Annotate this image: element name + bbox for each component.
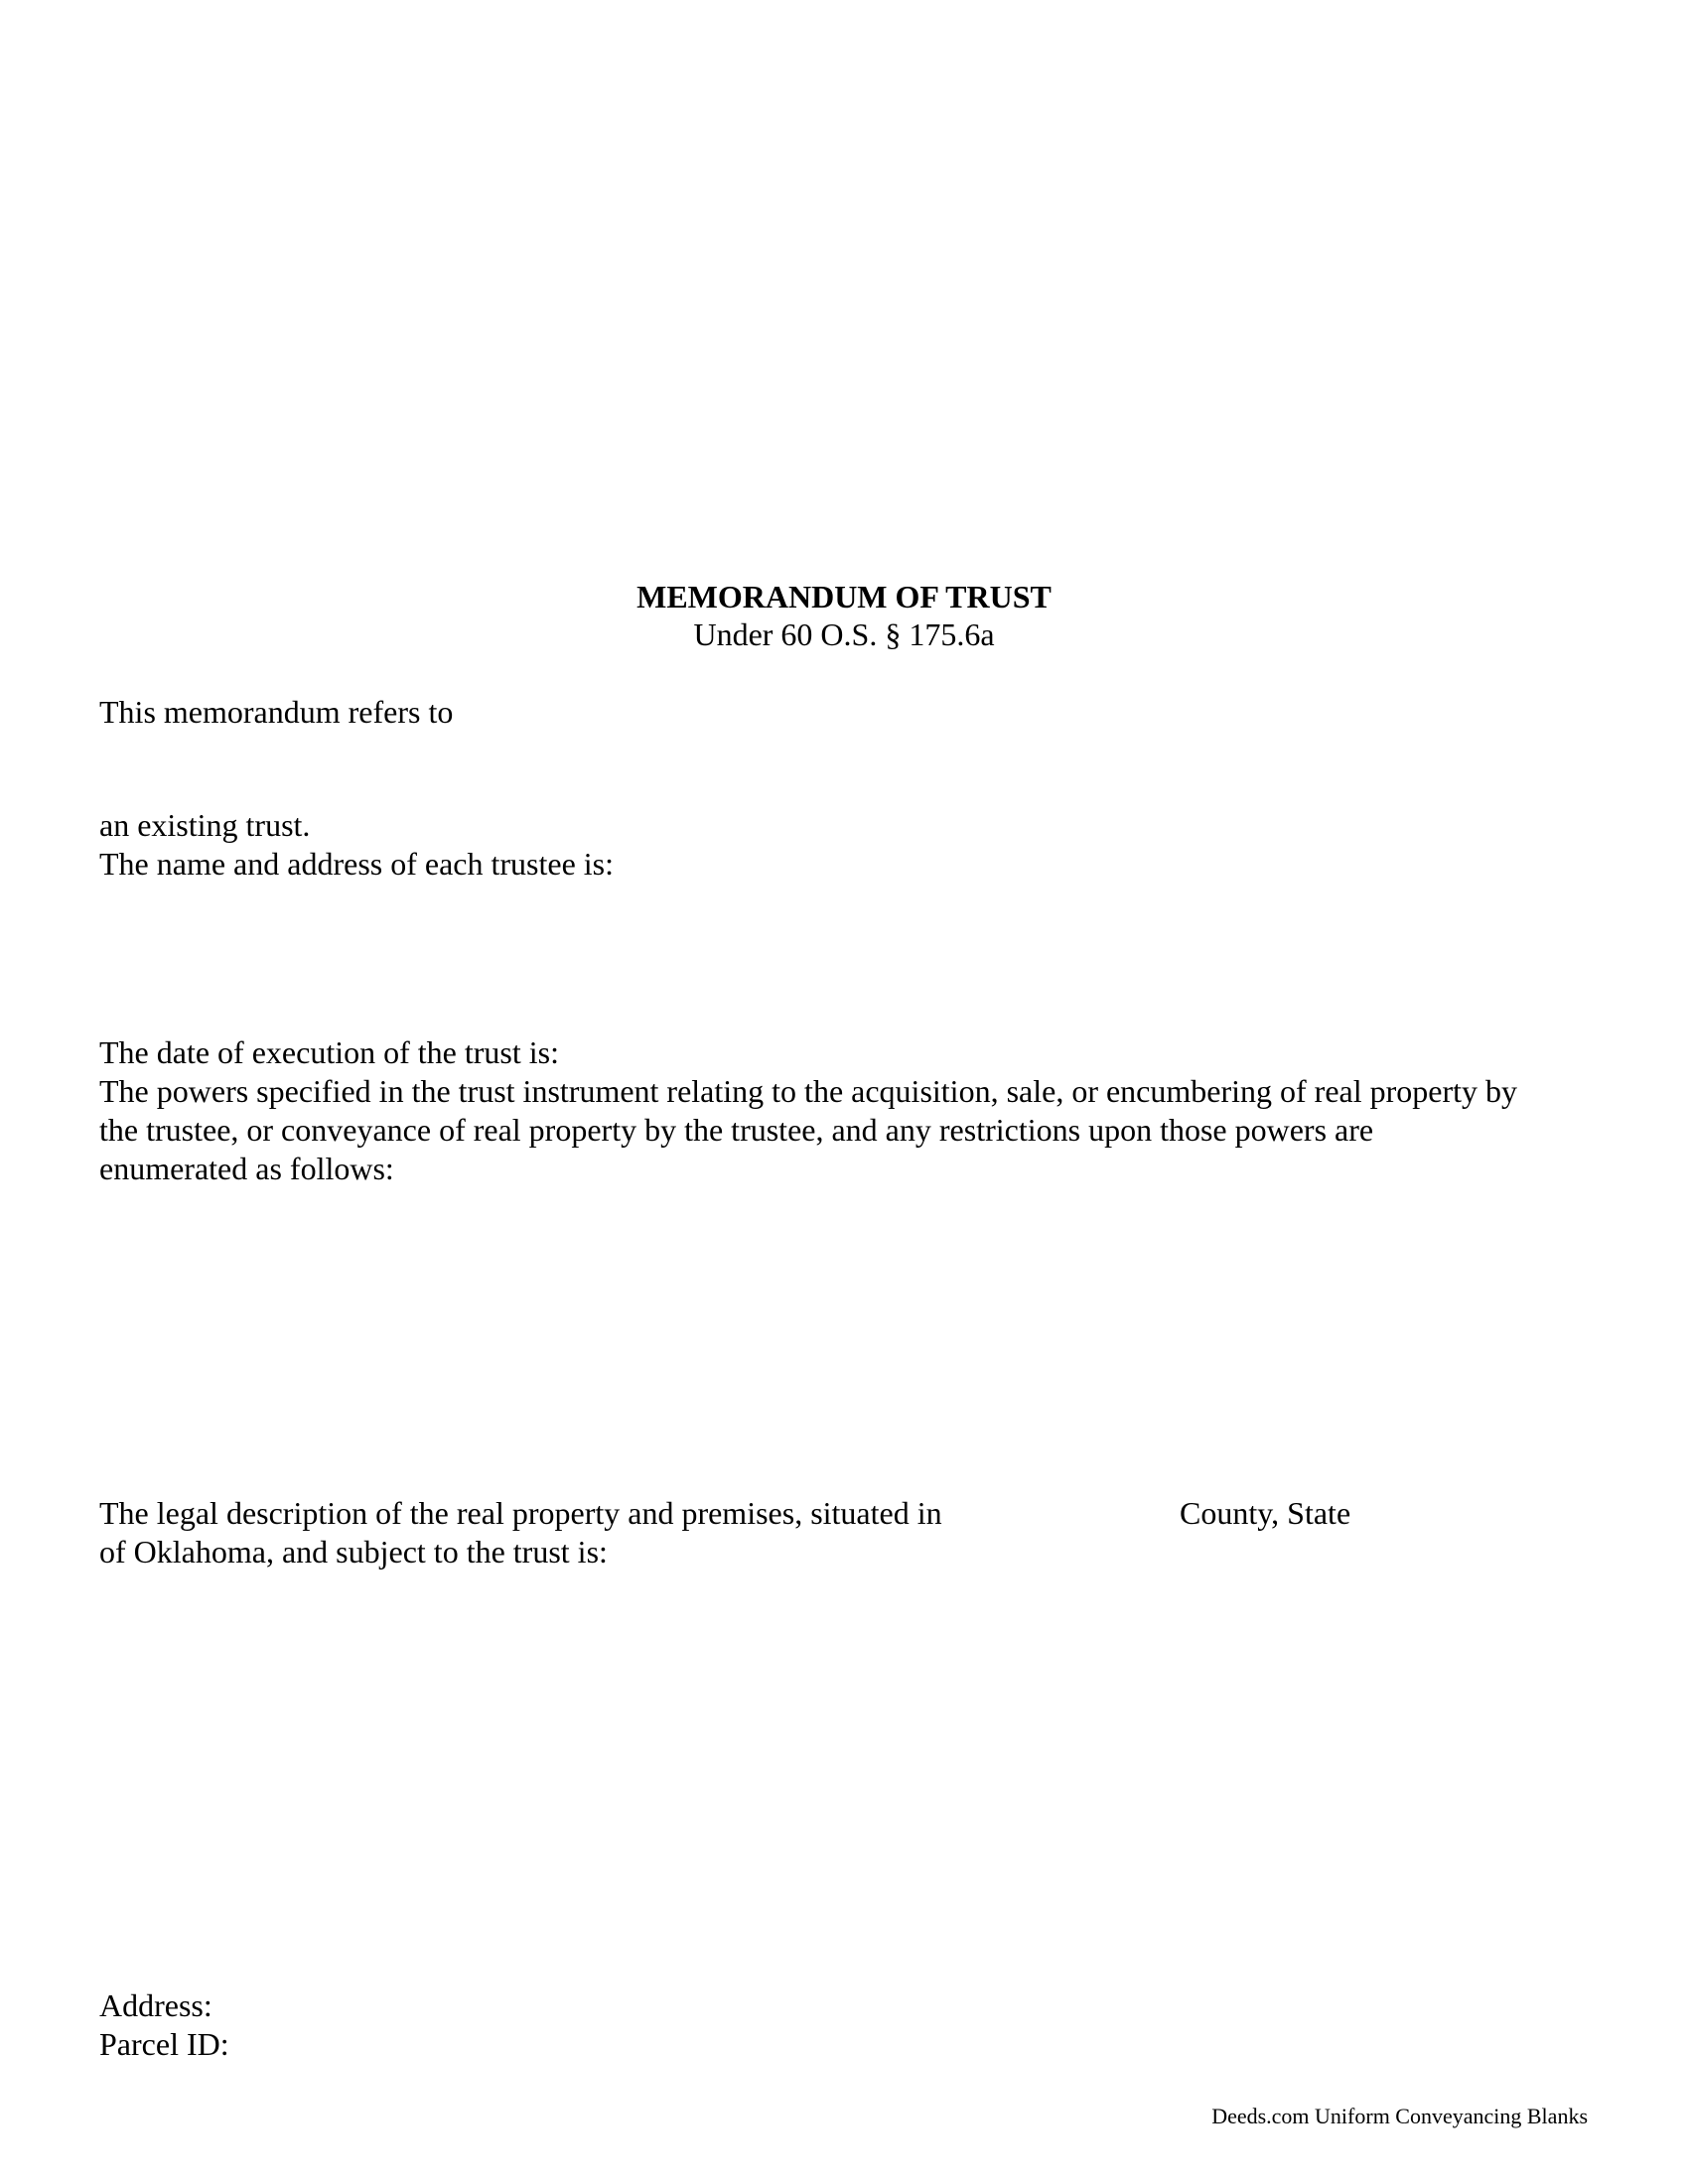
parcel-id-label: Parcel ID: bbox=[99, 2026, 229, 2062]
existing-trust-text: an existing trust. bbox=[99, 807, 311, 843]
powers-text-line-1: The powers specified in the trust instrument relating to the acquisition, sale, or encumbering of real property by bbox=[99, 1073, 1518, 1109]
document-title: MEMORANDUM OF TRUST bbox=[636, 579, 1052, 614]
trustee-name-address-text: The name and address of each trustee is: bbox=[99, 846, 615, 882]
document-subtitle: Under 60 O.S. § 175.6a bbox=[693, 616, 995, 652]
powers-text-line-3: enumerated as follows: bbox=[99, 1151, 394, 1186]
legal-description-line-1: The legal description of the real property and premises, situated in bbox=[99, 1495, 942, 1531]
address-label: Address: bbox=[99, 1987, 212, 2023]
legal-description-line-2: of Oklahoma, and subject to the trust is: bbox=[99, 1534, 608, 1570]
date-of-execution-text: The date of execution of the trust is: bbox=[99, 1034, 559, 1070]
footer-text: Deeds.com Uniform Conveyancing Blanks bbox=[1211, 2104, 1588, 2128]
county-state-text: County, State bbox=[1180, 1495, 1351, 1531]
powers-text-line-2: the trustee, or conveyance of real property by the trustee, and any restrictions upon those powers are bbox=[99, 1112, 1374, 1148]
refers-to-text: This memorandum refers to bbox=[99, 694, 454, 730]
